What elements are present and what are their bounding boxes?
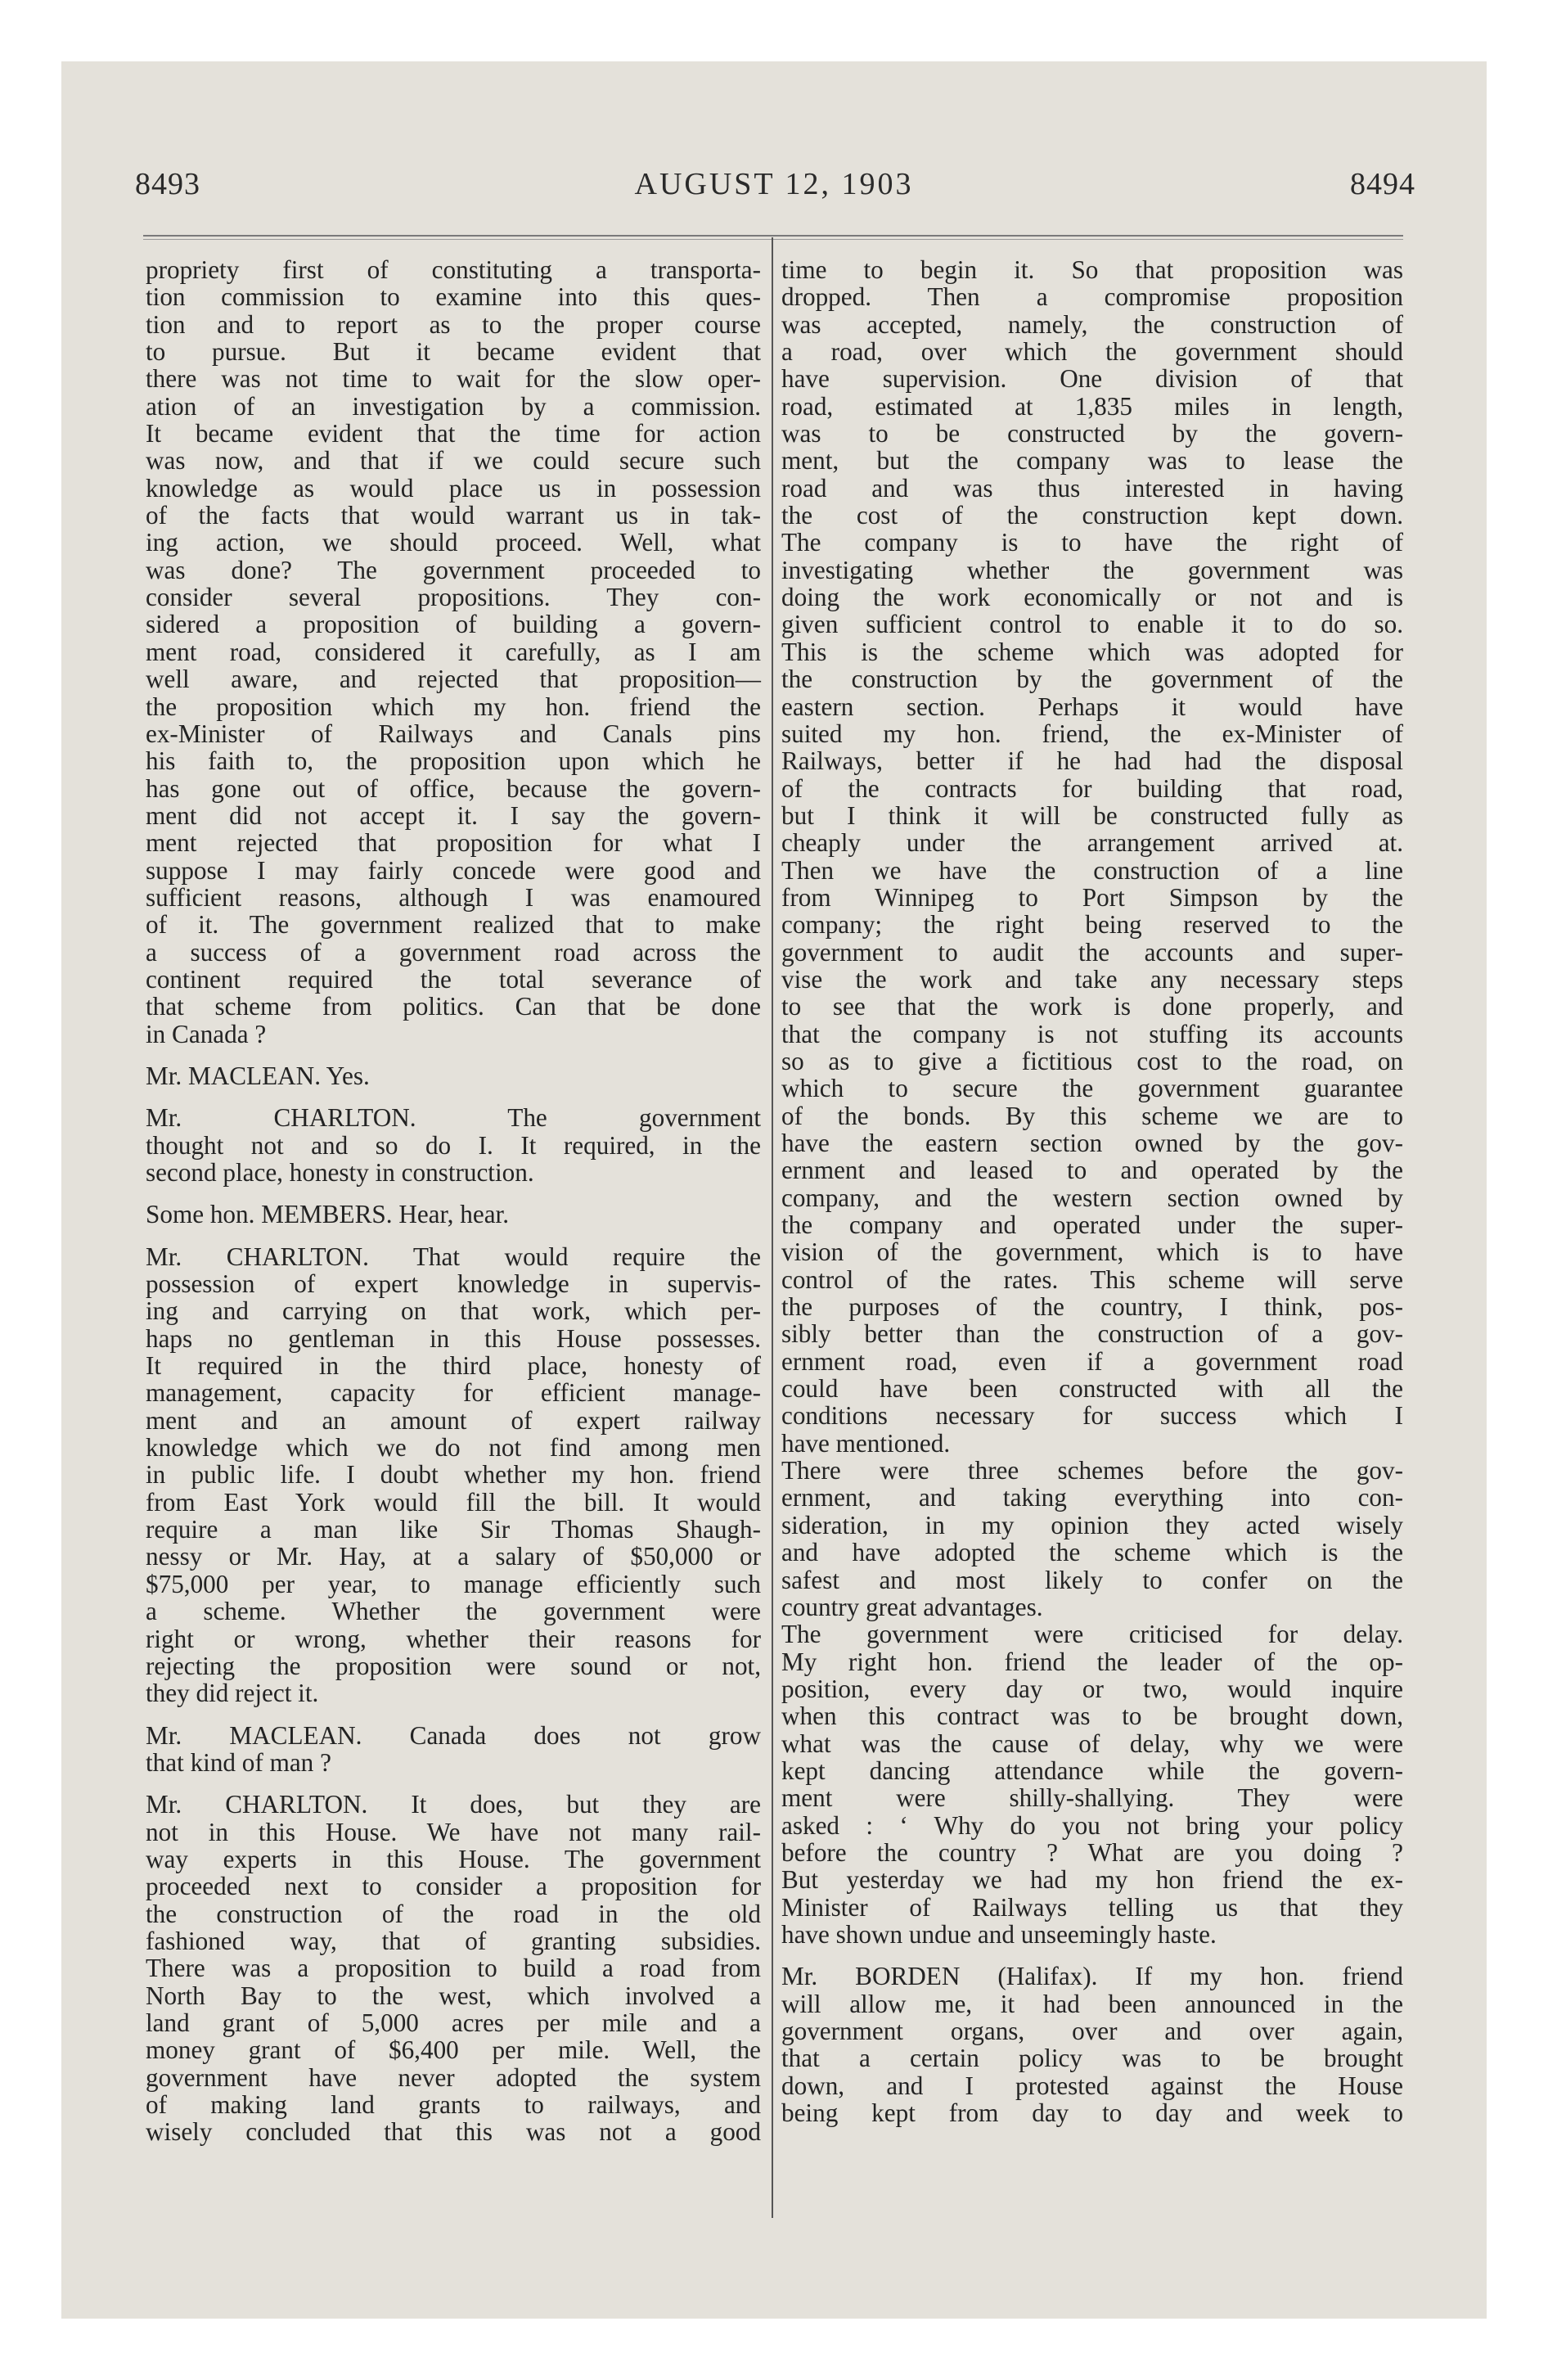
text-line: money grant of $6,400 per mile. Well, the	[146, 2035, 761, 2065]
text-line: a scheme. Whether the government were	[146, 1597, 761, 1626]
text-line: could have been constructed with all the	[781, 1374, 1403, 1404]
text-line: what was the cause of delay, why we were	[781, 1729, 1403, 1758]
text-line: ment rejected that proposition for what I	[146, 828, 761, 858]
text-line: in Canada ?	[146, 1019, 267, 1048]
text-line: will allow me, it had been announced in the	[781, 1989, 1403, 2018]
text-line: and have adopted the scheme which is the	[781, 1538, 1403, 1567]
text-line: of the facts that would warrant us in tak-	[146, 501, 761, 530]
text-line: The government were criticised for delay.	[781, 1620, 1403, 1649]
text-line: but I think it will be constructed fully as	[781, 800, 1403, 830]
text-line: suppose I may fairly concede were good and	[146, 855, 761, 885]
text-line: government organs, over and over again,	[781, 2017, 1403, 2045]
text-line: of it. The government realized that to make	[146, 910, 761, 940]
text-line: ex-Minister of Railways and Canals pins	[146, 719, 761, 748]
text-line: rejecting the proposition were sound or not,	[146, 1651, 761, 1680]
text-line: ment, but the company was to lease the	[781, 446, 1403, 476]
text-line: vision of the government, which is to have	[781, 1237, 1403, 1267]
text-line: road, estimated at 1,835 miles in length,	[781, 391, 1403, 421]
text-line: ing action, we should proceed. Well, what	[146, 528, 761, 557]
text-line: the cost of the construction kept down.	[781, 501, 1403, 530]
text-line: ernment and leased to and operated by the	[781, 1156, 1403, 1185]
text-line: fashioned way, that of granting subsidies.	[146, 1926, 761, 1955]
text-line: knowledge as would place us in possession	[146, 473, 761, 503]
text-line: before the country ? What are you doing ?	[781, 1837, 1403, 1867]
text-line: ment and an amount of expert railway	[146, 1405, 761, 1435]
page	[61, 61, 1487, 2319]
text-line: This is the scheme which was adopted for	[781, 637, 1403, 666]
text-line: North Bay to the west, which involved a	[146, 1981, 761, 2010]
left-column	[146, 256, 761, 2146]
text-line: Mr. MACLEAN. Yes.	[146, 1061, 370, 1090]
text-line: government have never adopted the system	[146, 2062, 761, 2092]
text-line: right or wrong, whether their reasons for	[146, 1624, 761, 1653]
text-line: has gone out of office, because the govern-	[146, 773, 761, 803]
text-line: was accepted, namely, the construction of	[781, 309, 1403, 339]
paragraph-gap	[146, 1776, 761, 1791]
text-line: sideration, in my opinion they acted wisely	[781, 1510, 1403, 1539]
text-line: doing the work economically or not and is	[781, 583, 1403, 612]
text-line: tion commission to examine into this ques-	[146, 282, 761, 312]
header-rule	[143, 235, 1403, 240]
text-line: being kept from day to day and week to	[781, 2098, 1403, 2128]
text-line: knowledge which we do not find among men	[146, 1433, 761, 1463]
page-number-left: 8493	[135, 167, 200, 201]
text-line: ment were shilly-shallying. They were	[781, 1783, 1403, 1813]
text-line: cheaply under the arrangement arrived at.	[781, 828, 1403, 858]
text-line: Railways, better if he had had the disposal	[781, 746, 1403, 776]
text-line: land grant of 5,000 acres per mile and a	[146, 2008, 761, 2037]
text-line: his faith to, the proposition upon which he	[146, 746, 761, 776]
text-line: safest and most likely to confer on the	[781, 1565, 1403, 1594]
text-line: that kind of man ?	[146, 1747, 331, 1777]
text-line: the construction of the road in the old	[146, 1899, 761, 1928]
text-line: sibly better than the construction of a gov-	[781, 1319, 1403, 1349]
text-line: management, capacity for efficient manage-	[146, 1378, 761, 1408]
text-line: government to audit the accounts and super-	[781, 937, 1403, 967]
text-line: from East York would fill the bill. It would	[146, 1487, 761, 1517]
text-line: Mr. MACLEAN. Canada does not grow	[146, 1720, 761, 1750]
text-line: of the contracts for building that road,	[781, 773, 1403, 803]
text-line: dropped. Then a compromise proposition	[781, 282, 1403, 312]
text-line: ing and carrying on that work, which per-	[146, 1296, 761, 1326]
text-line: have the eastern section owned by the gov-	[781, 1129, 1403, 1157]
text-line: sidered a proposition of building a govern-	[146, 610, 761, 639]
text-line: It required in the third place, honesty of	[146, 1351, 761, 1381]
text-line: conditions necessary for success which I	[781, 1401, 1403, 1431]
text-line: in public life. I doubt whether my hon. friend	[146, 1460, 761, 1490]
text-line: that a certain policy was to be brought	[781, 2044, 1403, 2073]
paragraph-gap	[146, 1048, 761, 1062]
text-line: down, and I protested against the House	[781, 2071, 1403, 2100]
text-line: The company is to have the right of	[781, 528, 1403, 557]
text-line: Minister of Railways telling us that they	[781, 1892, 1403, 1922]
text-line: ment did not accept it. I say the govern-	[146, 800, 761, 830]
text-line: have mentioned.	[781, 1428, 951, 1458]
column-divider	[772, 237, 773, 2218]
text-line: ment road, considered it carefully, as I am	[146, 637, 761, 666]
text-line: that scheme from politics. Can that be done	[146, 992, 761, 1021]
text-line: was now, and that if we could secure such	[146, 446, 761, 476]
text-line: have supervision. One division of that	[781, 364, 1403, 394]
text-line: so as to give a fictitious cost to the road, on	[781, 1046, 1403, 1075]
text-line: kept dancing attendance while the govern-	[781, 1756, 1403, 1785]
text-line: control of the rates. This scheme will serve	[781, 1264, 1403, 1294]
text-line: There was a proposition to build a road from	[146, 1954, 761, 1983]
text-line: My right hon. friend the leader of the op-	[781, 1647, 1403, 1676]
text-line: to see that the work is done properly, and	[781, 992, 1403, 1021]
text-line: which to secure the government guarantee	[781, 1074, 1403, 1103]
text-line: of making land grants to railways, and	[146, 2090, 761, 2119]
text-line: ernment road, even if a government road	[781, 1346, 1403, 1376]
text-line: position, every day or two, would inquire	[781, 1674, 1403, 1703]
text-line: $75,000 per year, to manage efficiently such	[146, 1569, 761, 1598]
text-line: Then we have the construction of a line	[781, 855, 1403, 885]
text-line: when this contract was to be brought down,	[781, 1702, 1403, 1731]
text-line: well aware, and rejected that proposition—	[146, 665, 761, 694]
text-line: country great advantages.	[781, 1592, 1043, 1621]
text-line: proceeded next to consider a proposition for	[146, 1872, 761, 1901]
text-line: a road, over which the government should	[781, 337, 1403, 367]
text-line: a success of a government road across the	[146, 937, 761, 967]
text-line: haps no gentleman in this House possesses.	[146, 1323, 761, 1353]
text-line: company, and the western section owned by	[781, 1183, 1403, 1212]
text-line: Mr. BORDEN (Halifax). If my hon. friend	[781, 1962, 1403, 1991]
text-line: not in this House. We have not many rail-	[146, 1817, 761, 1846]
paragraph-gap	[146, 1228, 761, 1243]
text-line: propriety first of constituting a transporta-	[146, 255, 761, 284]
text-line: was done? The government proceeded to	[146, 555, 761, 584]
text-line: was to be constructed by the govern-	[781, 419, 1403, 449]
text-line: Mr. CHARLTON. The government	[146, 1103, 761, 1133]
text-line: the proposition which my hon. friend the	[146, 692, 761, 721]
text-line: company; the right being reserved to the	[781, 910, 1403, 940]
text-line: It became evident that the time for action	[146, 419, 761, 449]
text-line: they did reject it.	[146, 1679, 319, 1708]
paragraph-gap	[146, 1186, 761, 1201]
text-line: Mr. CHARLTON. It does, but they are	[146, 1790, 761, 1819]
text-line: sufficient reasons, although I was enamoured	[146, 882, 761, 912]
text-line: given sufficient control to enable it to do so.	[781, 610, 1403, 639]
text-line: tion and to report as to the proper course	[146, 309, 761, 339]
text-line: second place, honesty in construction.	[146, 1158, 534, 1187]
text-line: possession of expert knowledge in supervis-	[146, 1269, 761, 1299]
text-line: that the company is not stuffing its accounts	[781, 1019, 1403, 1048]
text-line: But yesterday we had my hon friend the ex-	[781, 1865, 1403, 1895]
text-line: way experts in this House. The government	[146, 1844, 761, 1873]
text-line: from Winnipeg to Port Simpson by the	[781, 882, 1403, 912]
text-line: investigating whether the government was	[781, 555, 1403, 584]
text-line: Mr. CHARLTON. That would require the	[146, 1242, 761, 1271]
paragraph-gap	[146, 1089, 761, 1104]
text-line: road and was thus interested in having	[781, 473, 1403, 503]
text-line: There were three schemes before the gov-	[781, 1456, 1403, 1485]
right-column	[781, 256, 1403, 2126]
text-line: eastern section. Perhaps it would have	[781, 692, 1403, 721]
text-line: time to begin it. So that proposition was	[781, 255, 1403, 284]
text-line: ernment, and taking everything into con-	[781, 1483, 1403, 1512]
text-line: the purposes of the country, I think, pos-	[781, 1292, 1403, 1322]
text-line: of the bonds. By this scheme we are to	[781, 1101, 1403, 1130]
paragraph-gap	[781, 1948, 1403, 1963]
text-line: wisely concluded that this was not a good	[146, 2117, 761, 2147]
page-date: AUGUST 12, 1903	[634, 167, 914, 201]
text-line: require a man like Sir Thomas Shaugh-	[146, 1515, 761, 1544]
page-number-right: 8494	[1350, 167, 1415, 201]
text-line: asked : ‘ Why do you not bring your policy	[781, 1810, 1403, 1840]
text-line: thought not and so do I. It required, in the	[146, 1130, 761, 1160]
text-line: vise the work and take any necessary steps	[781, 964, 1403, 994]
text-line: suited my hon. friend, the ex-Minister of	[781, 719, 1403, 748]
text-line: the company and operated under the super-	[781, 1210, 1403, 1240]
text-line: continent required the total severance of	[146, 964, 761, 994]
text-line: have shown undue and unseemingly haste.	[781, 1919, 1217, 1949]
paragraph-gap	[146, 1707, 761, 1722]
text-line: ation of an investigation by a commission.	[146, 391, 761, 421]
text-line: the construction by the government of the	[781, 665, 1403, 694]
text-line: Some hon. MEMBERS. Hear, hear.	[146, 1200, 509, 1229]
text-line: there was not time to wait for the slow oper-	[146, 364, 761, 394]
text-line: to pursue. But it became evident that	[146, 337, 761, 367]
text-line: nessy or Mr. Hay, at a salary of $50,000 or	[146, 1542, 761, 1571]
text-line: consider several propositions. They con-	[146, 583, 761, 612]
